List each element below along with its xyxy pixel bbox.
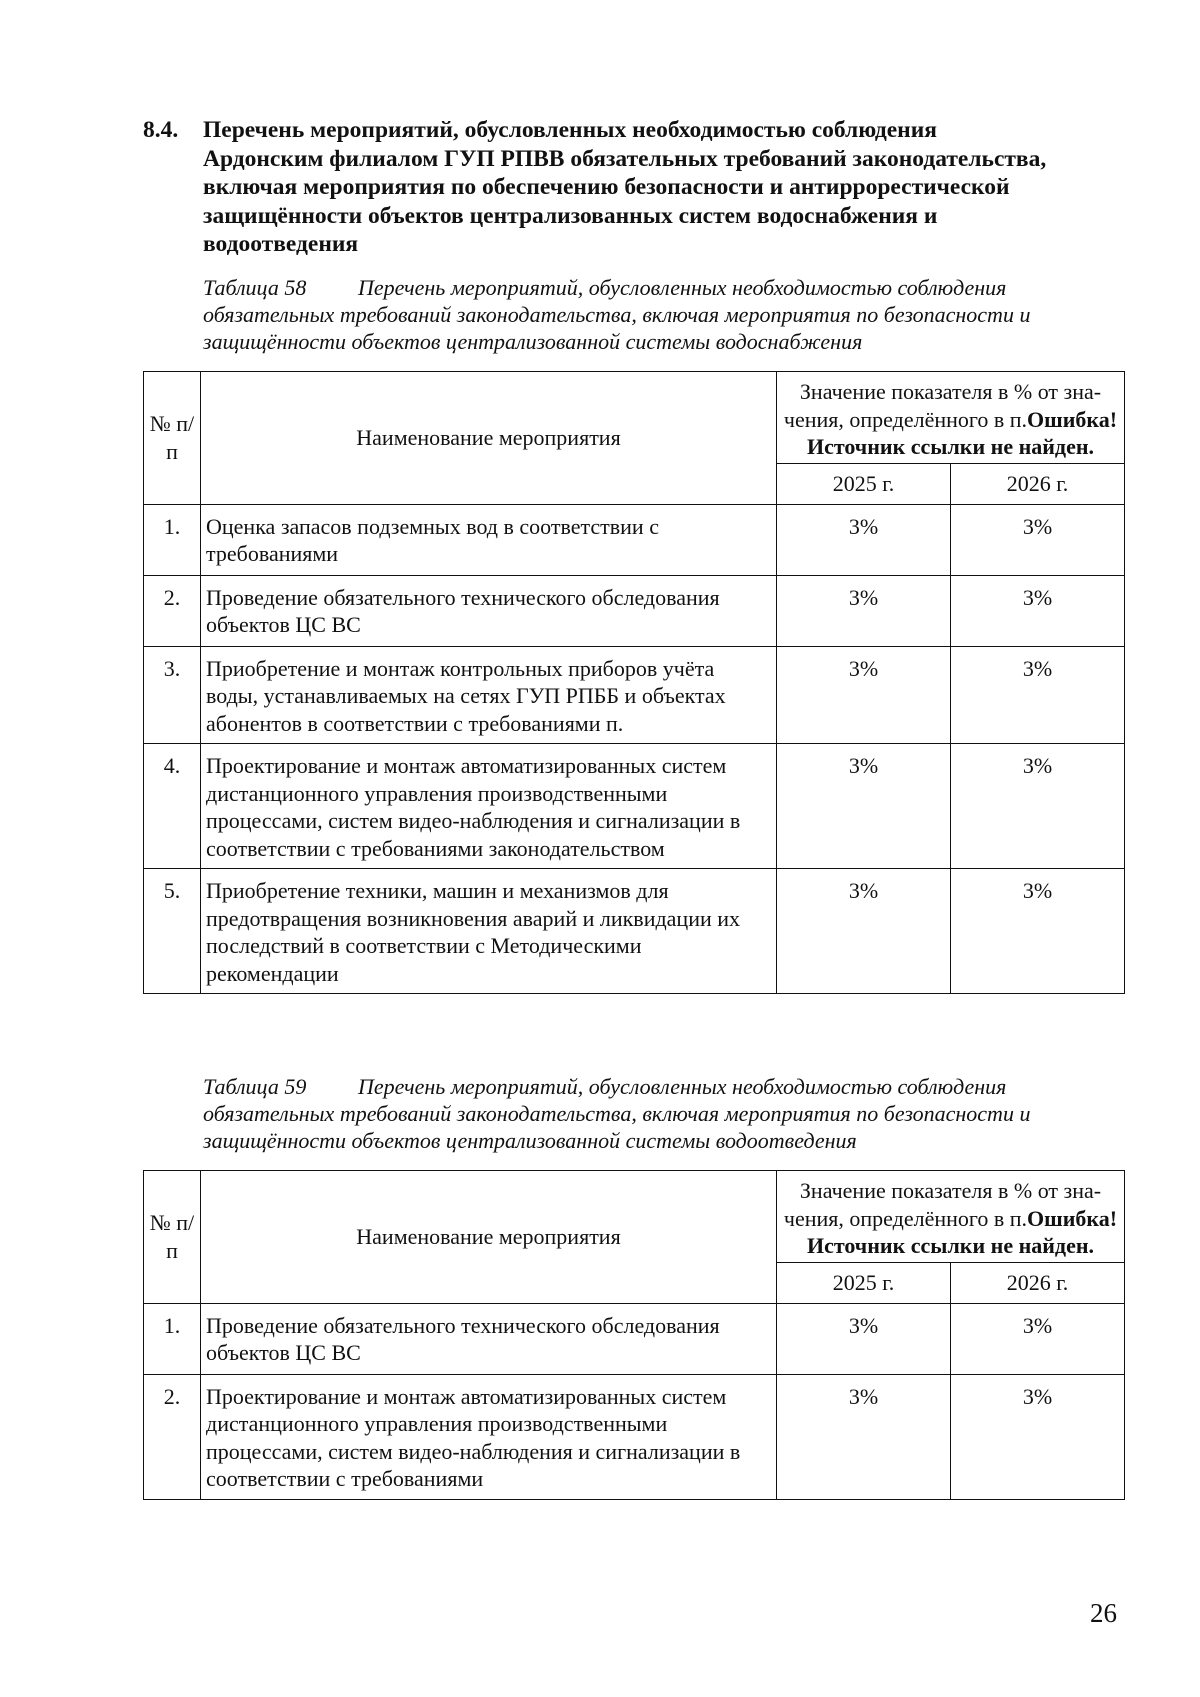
table-59 — [143, 1170, 1125, 1500]
row-value-2026: 3% — [950, 1303, 1124, 1374]
table-58-caption — [203, 274, 1103, 355]
table-row — [144, 1374, 1125, 1499]
indicator-error: Ошибка! Источник ссылки не найден. — [806, 1205, 1118, 1258]
header-num: № п/п — [144, 1171, 201, 1304]
indicator-prefix: Значение показателя в % от зна-чения, определённого в п. — [783, 1178, 1102, 1231]
header-name: Наименование мероприятия — [201, 372, 777, 505]
row-num: 3. — [144, 646, 201, 744]
row-value-2025: 3% — [777, 1374, 951, 1499]
row-name: Проектирование и монтаж автоматизированных систем дистанционного управления производственными процессами, систем видео-наблюдения и сигнализации в соответствии с требованиями — [201, 1374, 777, 1499]
caption-text: Перечень мероприятий, обусловленных необходимостью соблюдения обязательных требований законодательства, включая мероприятия по безопасности и защищённости объектов централизованной системы водоснабжения — [203, 275, 1031, 354]
row-num: 5. — [144, 869, 201, 994]
row-value-2025: 3% — [777, 504, 951, 575]
table-row — [144, 869, 1125, 994]
row-value-2026: 3% — [950, 744, 1124, 869]
header-indicator — [777, 372, 1125, 464]
header-year-2026: 2026 г. — [950, 463, 1124, 504]
table-row — [144, 575, 1125, 646]
header-name: Наименование мероприятия — [201, 1171, 777, 1304]
caption-label: Таблица 58 — [203, 275, 307, 300]
row-name: Проектирование и монтаж автоматизированных систем дистанционного управления производственными процессами, систем видео-наблюдения и сигнализации в соответствии с требованиями законодательством — [201, 744, 777, 869]
row-name: Проведение обязательного технического обследования объектов ЦС ВС — [201, 1303, 777, 1374]
table-59-caption — [203, 1073, 1103, 1154]
row-value-2025: 3% — [777, 575, 951, 646]
row-value-2026: 3% — [950, 504, 1124, 575]
row-name: Приобретение техники, машин и механизмов для предотвращения возникновения аварий и ликвидации их последствий в соответствии с Методическими рекомендации — [201, 869, 777, 994]
table-row — [144, 1303, 1125, 1374]
row-value-2025: 3% — [777, 869, 951, 994]
page-number: 26 — [1090, 1598, 1117, 1628]
section-number: 8.4. — [143, 117, 179, 143]
indicator-error: Ошибка! Источник ссылки не найден. — [806, 406, 1118, 459]
row-value-2026: 3% — [950, 869, 1124, 994]
row-value-2025: 3% — [777, 744, 951, 869]
header-year-2025: 2025 г. — [777, 1262, 951, 1303]
row-num: 1. — [144, 1303, 201, 1374]
header-num: № п/п — [144, 372, 201, 505]
row-num: 1. — [144, 504, 201, 575]
table-row — [144, 744, 1125, 869]
row-num: 2. — [144, 1374, 201, 1499]
section-title: Перечень мероприятий, обусловленных необходимостью соблюдения Ардонским филиалом ГУП РПВВ обязательных требований законодательства, включая мероприятия по обеспечению безопасности и антиррорестической защищённости объектов централизованных систем водоснабжения и водоотведения — [203, 117, 1047, 257]
row-num: 2. — [144, 575, 201, 646]
indicator-prefix: Значение показателя в % от зна-чения, определённого в п. — [783, 379, 1102, 432]
row-num: 4. — [144, 744, 201, 869]
row-name: Проведение обязательного технического обследования объектов ЦС ВС — [201, 575, 777, 646]
caption-label: Таблица 59 — [203, 1074, 307, 1099]
table-row — [144, 646, 1125, 744]
header-year-2025: 2025 г. — [777, 463, 951, 504]
table-header-row — [144, 372, 1125, 464]
table-header-row — [144, 1171, 1125, 1263]
row-value-2026: 3% — [950, 1374, 1124, 1499]
row-value-2026: 3% — [950, 646, 1124, 744]
table-58 — [143, 371, 1125, 994]
row-value-2025: 3% — [777, 1303, 951, 1374]
header-indicator — [777, 1171, 1125, 1263]
table-row — [144, 504, 1125, 575]
row-name: Оценка запасов подземных вод в соответствии с требованиями — [201, 504, 777, 575]
header-year-2026: 2026 г. — [950, 1262, 1124, 1303]
row-value-2026: 3% — [950, 575, 1124, 646]
row-name: Приобретение и монтаж контрольных приборов учёта воды, устанавливаемых на сетях ГУП РПББ и объектах абонентов в соответствии с требованиями п. — [201, 646, 777, 744]
row-value-2025: 3% — [777, 646, 951, 744]
caption-text: Перечень мероприятий, обусловленных необходимостью соблюдения обязательных требований законодательства, включая мероприятия по безопасности и защищённости объектов централизованной системы водоотведения — [203, 1074, 1031, 1153]
